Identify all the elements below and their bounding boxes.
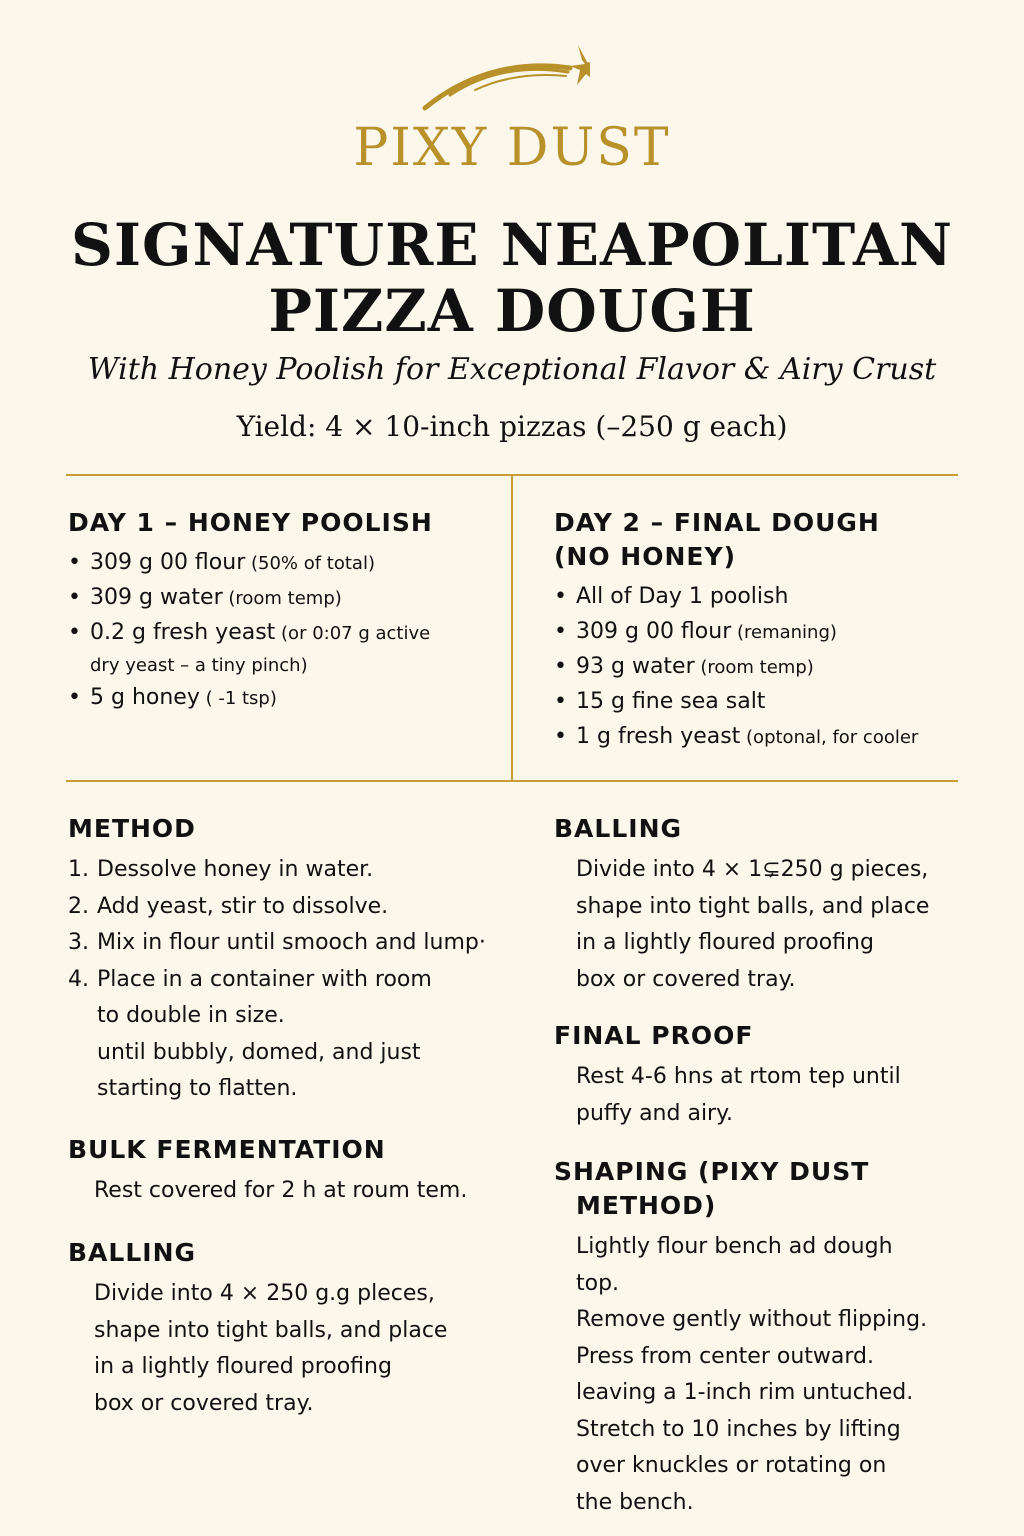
balling-left-section	[68, 1236, 508, 1422]
divider-middle	[66, 780, 958, 782]
bulk-section	[68, 1133, 508, 1210]
shooting-star-icon	[420, 40, 590, 115]
day1-section	[68, 506, 498, 716]
list-item: • All of Day 1 poolish	[554, 580, 974, 615]
method-step: 3. Mix in flour until smooch and lump·	[68, 930, 486, 955]
method-section	[68, 812, 508, 1108]
method-steps	[68, 852, 508, 1108]
title-line: SIGNATURE NEAPOLITAN	[70, 211, 953, 279]
day2-section	[554, 506, 974, 755]
final-proof-section	[554, 1019, 974, 1132]
recipe-title	[40, 212, 984, 344]
balling-title: BALLING	[68, 1238, 197, 1267]
title-line: PIZZA DOUGH	[268, 277, 756, 345]
list-item: • 309 g water (room temp)	[68, 581, 498, 616]
balling-right-section	[554, 812, 974, 998]
day1-title: DAY 1 – HONEY POOLISH	[68, 508, 433, 537]
bulk-title: BULK FERMENTATION	[68, 1135, 386, 1164]
list-item: • 93 g water (room temp)	[554, 650, 974, 685]
list-item: • 1 g fresh yeast (optonal, for cooler	[554, 720, 974, 755]
list-item: • 5 g honey ( -1 tsp)	[68, 681, 498, 716]
day1-ingredients	[68, 546, 498, 716]
divider-vertical	[511, 475, 513, 781]
shaping-title: SHAPING (PIXY DUST METHOD)	[554, 1157, 870, 1220]
method-step: 2. Add yeast, stir to dissolve.	[68, 893, 389, 919]
bulk-text: Rest covered for 2 h at roum tem.	[94, 1178, 468, 1203]
list-item: • 15 g fine sea salt	[554, 685, 974, 720]
list-item: • 309 g 00 flour (50% of total)	[68, 546, 498, 581]
day2-ingredients	[554, 580, 974, 755]
recipe-subtitle: With Honey Poolish for Exceptional Flavor & Airy Crust	[87, 352, 937, 387]
method-step: 1. Dessolve honey in water.	[68, 857, 374, 882]
balling-title: BALLING	[554, 814, 683, 843]
method-title: METHOD	[68, 814, 196, 843]
yield-text: Yield: 4 × 10-inch pizzas (–250 g each)	[236, 410, 788, 443]
brand-name: PIXY DUST	[353, 118, 671, 178]
method-step: 4. Place in a container with room to double in size. until bubbly, domed, and just starting to flatten.	[68, 966, 432, 1101]
shaping-section	[554, 1155, 974, 1521]
list-item: • 0.2 g fresh yeast (or 0:07 g active dry yeast – a tiny pinch)	[68, 616, 498, 681]
day2-title: DAY 2 – FINAL DOUGH (NO HONEY)	[554, 508, 880, 571]
shaping-text: Lightly flour bench ad dough top. Remove gently without flipping. Press from center outward. leaving a 1-inch rim untuched. Stretch to 10 inches by lifting over knuckles or rotating on the bench.	[576, 1234, 928, 1515]
balling-text: Divide into 4 × 250 g.g pleces, shape into tight balls, and place in a lightly floured proofing box or covered tray.	[94, 1281, 448, 1416]
list-item: • 309 g 00 flour (remaning)	[554, 615, 974, 650]
balling-text: Divide into 4 × 1⊊250 g pieces, shape into tight balls, and place in a lightly floured proofing box or covered tray.	[576, 857, 930, 992]
final-proof-text: Rest 4-6 hns at rtom tep until puffy and airy.	[576, 1064, 901, 1126]
final-proof-title: FINAL PROOF	[554, 1021, 754, 1050]
